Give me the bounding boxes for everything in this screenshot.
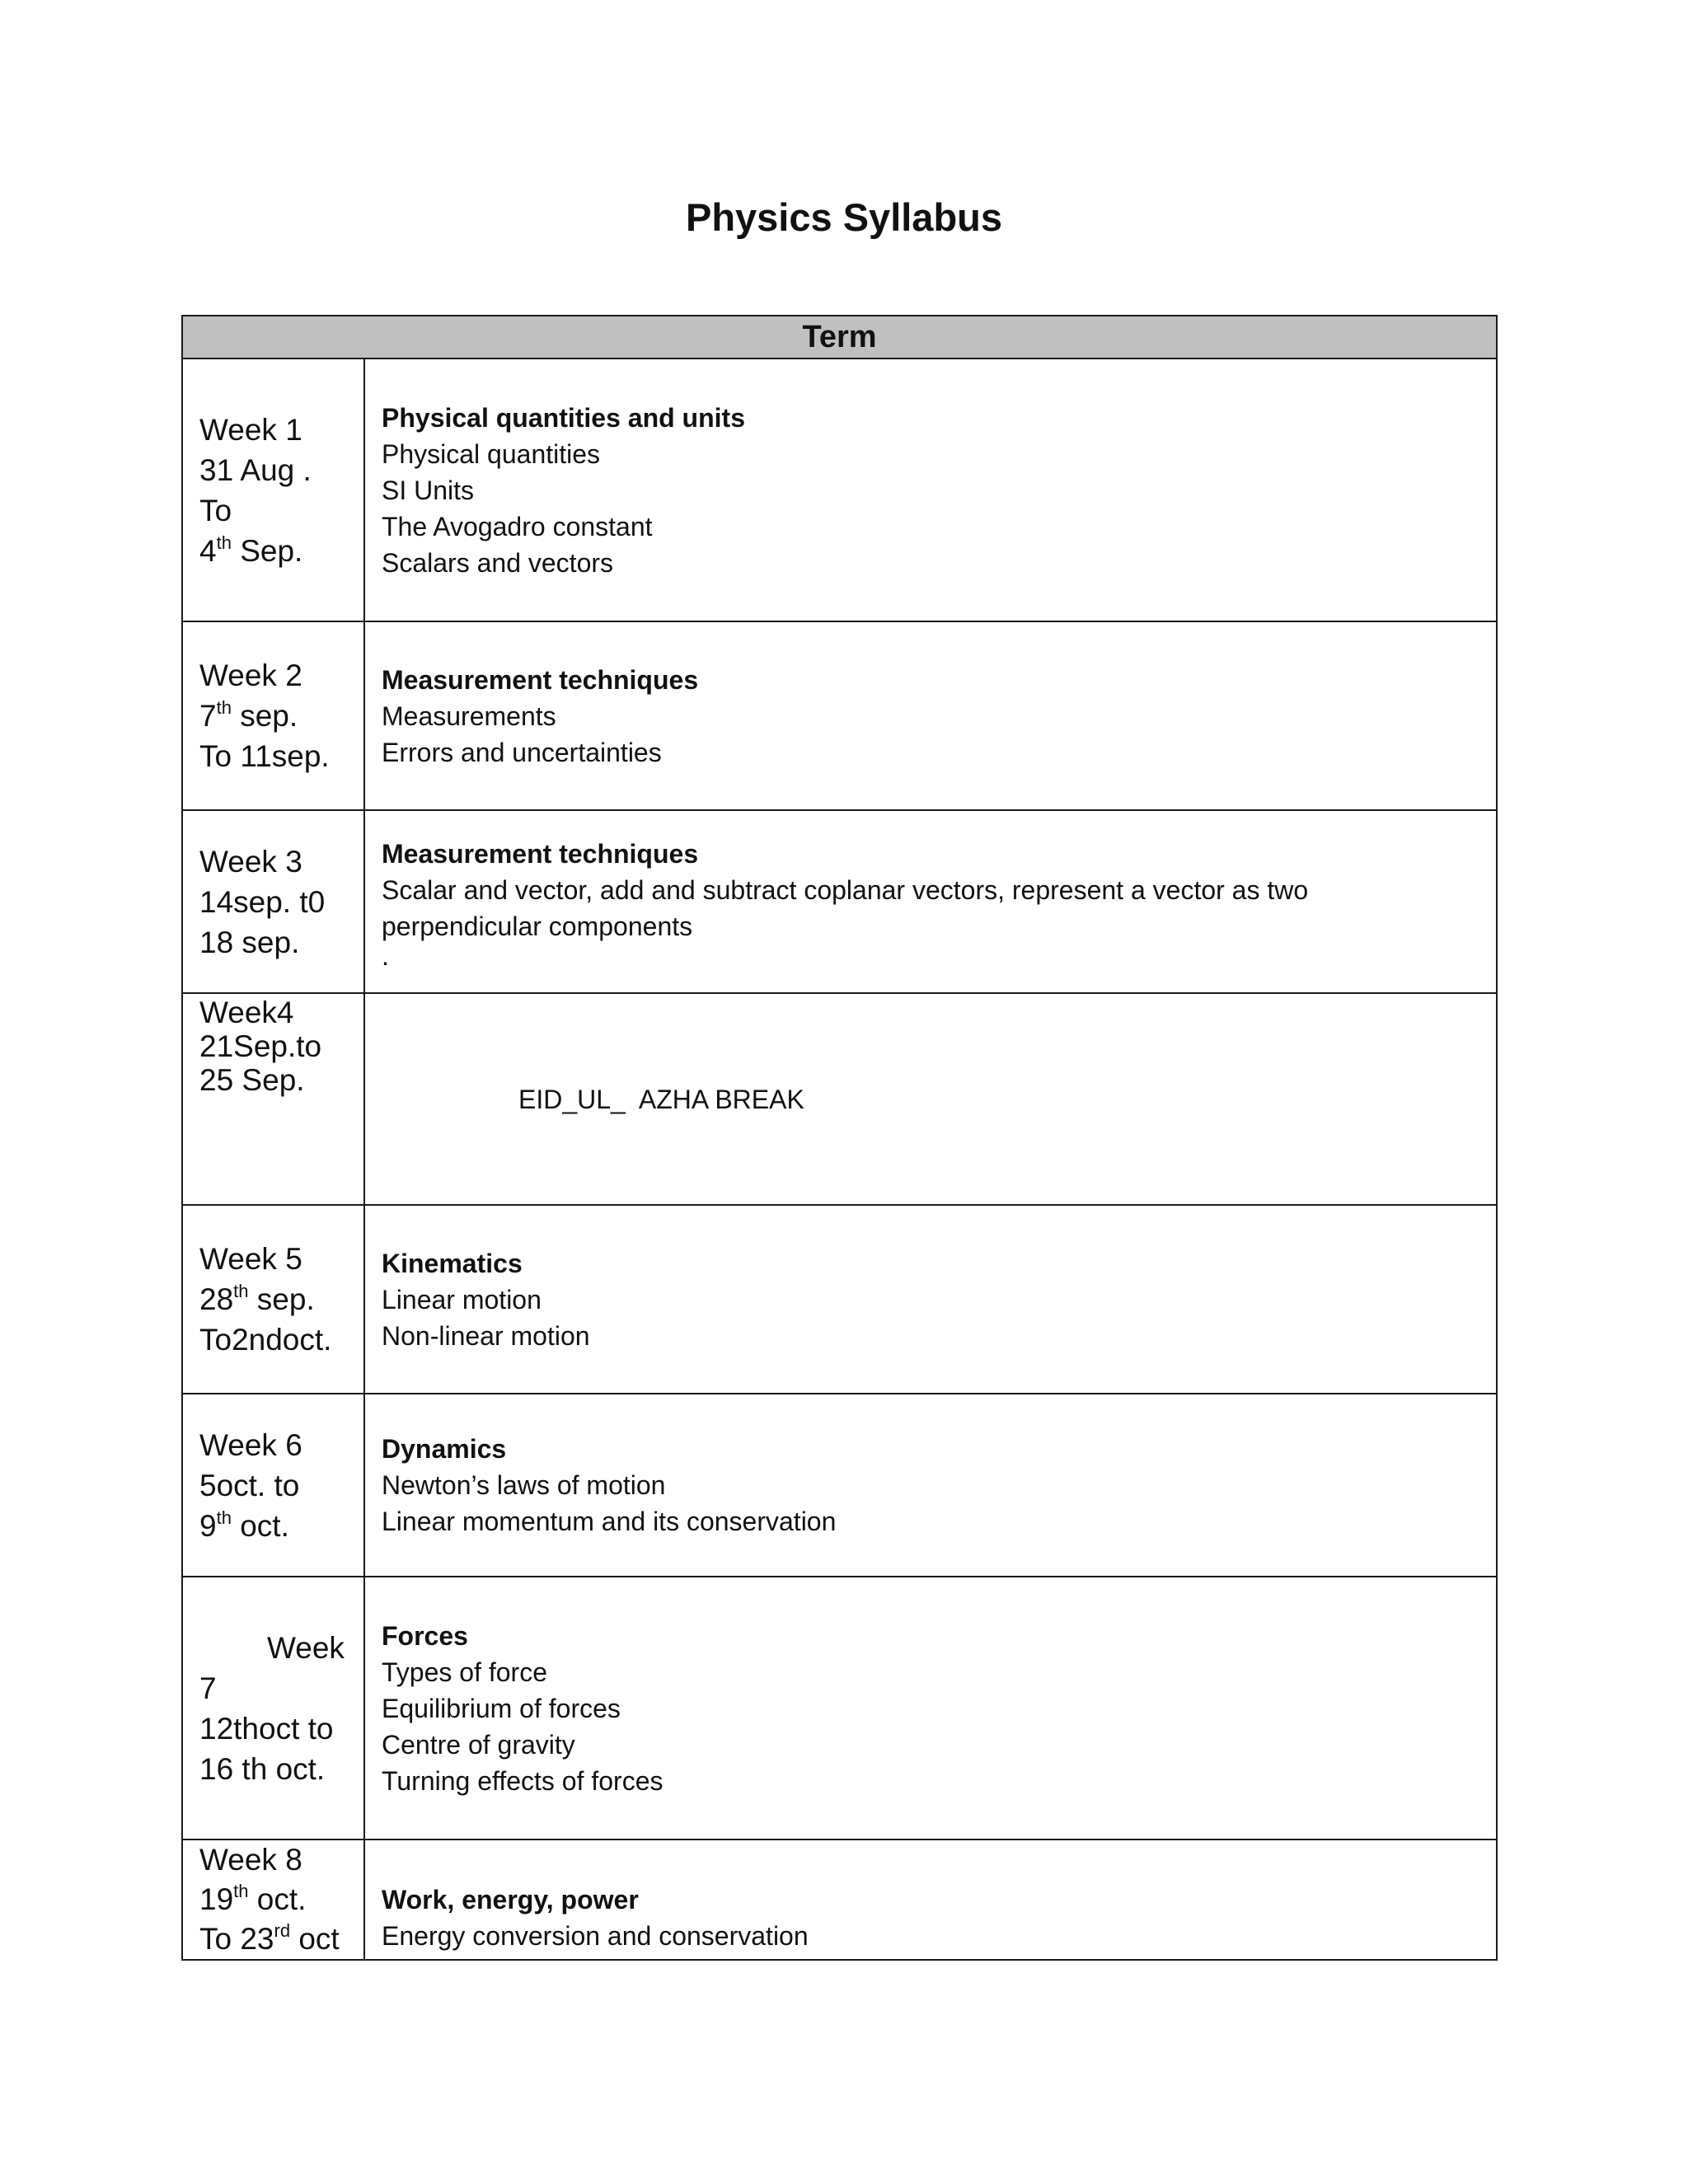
week-cell	[182, 810, 364, 993]
week-cell	[182, 359, 364, 621]
topic-item: Measurements	[382, 701, 556, 731]
table-row	[182, 1394, 1497, 1577]
week-label: Week	[267, 1630, 345, 1665]
table-header-row	[182, 316, 1497, 359]
week-end-date: 9th oct.	[199, 1507, 289, 1543]
week-start-date: 14sep. t0	[199, 884, 326, 919]
topic-item: perpendicular components	[382, 912, 693, 941]
topic-heading: Measurement techniques	[382, 664, 699, 695]
week-end-date: 18 sep.	[199, 925, 300, 959]
week-end-date: 25 Sep.	[199, 1063, 305, 1097]
topic-heading: Kinematics	[382, 1248, 523, 1278]
table-row	[182, 810, 1497, 993]
week-label: Week 5	[199, 1242, 302, 1276]
topic-item: Newton’s laws of motion	[382, 1470, 666, 1500]
topic-heading: Dynamics	[382, 1434, 507, 1464]
break-notice: EID_UL_ AZHA BREAK	[518, 1084, 804, 1114]
topic-heading: Forces	[382, 1620, 468, 1651]
week-label: Week 3	[199, 844, 302, 879]
topic-cell	[364, 1205, 1497, 1394]
topic-cell	[364, 359, 1497, 621]
week-start-date: 19th oct.	[199, 1881, 307, 1916]
topic-item: Scalars and vectors	[382, 547, 614, 578]
week-end-date: 4th Sep.	[199, 532, 303, 568]
week-start-date: 12thoct to	[199, 1711, 334, 1746]
topic-item: Physical quantities	[382, 438, 601, 469]
topic-cell	[364, 621, 1497, 810]
week-cell	[182, 1840, 364, 1960]
term-header: Term	[182, 316, 1497, 359]
topic-item: .	[382, 941, 389, 971]
table-row	[182, 359, 1497, 621]
topic-cell	[364, 1840, 1497, 1960]
week-to: To	[199, 493, 232, 527]
table-row	[182, 621, 1497, 810]
syllabus-table	[181, 315, 1498, 1961]
topic-item: Types of force	[382, 1657, 547, 1687]
topic-item: Linear motion	[382, 1284, 542, 1315]
topic-item: Turning effects of forces	[382, 1765, 663, 1796]
topic-item: SI Units	[382, 475, 475, 505]
week-cell	[182, 621, 364, 810]
week-end-date: To 11sep.	[199, 739, 330, 773]
topic-heading: Measurement techniques	[382, 839, 699, 869]
table-row	[182, 993, 1497, 1205]
week-label: Week 8	[199, 1843, 302, 1877]
week-cell	[182, 1205, 364, 1394]
week-start-date: 5oct. to	[199, 1468, 300, 1502]
week-end-date: 16 th oct.	[199, 1751, 326, 1786]
topic-item: Non-linear motion	[382, 1320, 590, 1351]
week-end-date: To2ndoct.	[199, 1323, 332, 1357]
week-start-date: 21Sep.to	[199, 1029, 322, 1063]
week-number: 7	[199, 1671, 217, 1705]
topic-item: Scalar and vector, add and subtract coplanar vectors, represent a vector as two	[382, 875, 1309, 905]
week-end-date: To 23rd oct	[199, 1920, 340, 1956]
topic-item: Energy conversion and conservation	[382, 1921, 809, 1951]
topic-cell	[364, 993, 1497, 1205]
topic-cell	[364, 810, 1497, 993]
week-label: Week 2	[199, 658, 302, 692]
topic-cell	[364, 1394, 1497, 1577]
week-start-date: 31 Aug .	[199, 452, 312, 487]
week-cell	[182, 1394, 364, 1577]
topic-item: Errors and uncertainties	[382, 737, 662, 767]
topic-heading: Work, energy, power	[382, 1885, 639, 1915]
week-label: Week 6	[199, 1427, 302, 1462]
topic-cell	[364, 1577, 1497, 1840]
topic-item: Linear momentum and its conservation	[382, 1507, 837, 1536]
week-start-date: 28th sep.	[199, 1281, 315, 1316]
table-row	[182, 1205, 1497, 1394]
week-label: Week 1	[199, 412, 302, 447]
table-row	[182, 1577, 1497, 1840]
week-start-date: 7th sep.	[199, 697, 298, 733]
topic-item: The Avogadro constant	[382, 511, 653, 541]
topic-item: Centre of gravity	[382, 1729, 575, 1760]
page-title: Physics Syllabus	[685, 195, 1003, 239]
table-row	[182, 1840, 1497, 1960]
topic-item: Equilibrium of forces	[382, 1693, 621, 1723]
week-cell	[182, 993, 364, 1205]
week-label: Week4	[199, 996, 294, 1029]
week-cell	[182, 1577, 364, 1840]
topic-heading: Physical quantities and units	[382, 402, 745, 433]
